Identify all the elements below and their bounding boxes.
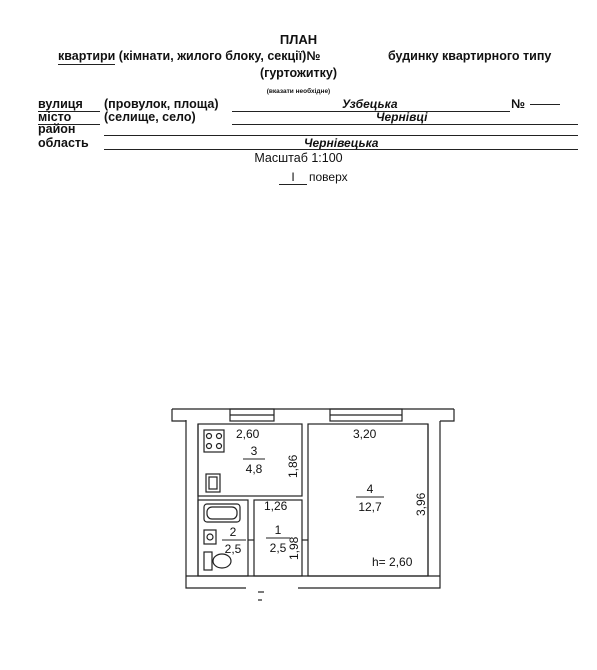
street-value: Узбецька [342,97,398,111]
ceiling-height: h= 2,60 [372,555,413,569]
hall-depth: 1,98 [287,536,301,560]
right-top-jog [440,409,454,421]
room-width: 3,20 [353,427,377,441]
note-label: (вказати необхідне) [266,88,331,95]
apartment-label: квартири (кімнати, жилого блоку, секції)№ [58,49,321,63]
region-value: Чернівецька [304,136,379,150]
scale-label: Масштаб 1:100 [254,151,343,165]
number-label: № [511,97,525,111]
bathtub-inner [207,507,237,519]
stove-icon [204,430,224,452]
room-number: 4 [366,482,374,496]
hall-area: 2,5 [269,541,287,555]
building-type-label: будинку квартирного типу [388,49,552,63]
toilet-tank-icon [204,552,212,570]
hall-number: 1 [274,523,282,537]
stove-burner-3 [207,444,212,449]
stove-burner-1 [207,434,212,439]
floor-label: поверх [309,170,348,184]
plan-title: ПЛАН [279,32,318,47]
hall-width: 1,26 [264,499,288,513]
left-top-jog [172,409,186,421]
dormitory-label: (гуртожитку) [259,66,338,80]
washbasin-bowl [207,534,213,540]
region-label: область [38,136,89,150]
room-depth: 3,96 [414,492,428,516]
city-label: місто [38,110,72,124]
stove-burner-2 [217,434,222,439]
kitchen-area: 4,8 [245,462,263,476]
bath-number: 2 [229,525,237,539]
room-area: 12,7 [358,500,382,514]
city-alt-label: (селище, село) [104,110,196,124]
bath-area: 2,5 [224,542,242,556]
stove-burner-4 [217,444,222,449]
kitchen-depth: 1,86 [286,454,300,478]
street-label: вулиця [38,97,83,111]
city-value: Чернівці [376,110,428,124]
district-label: район [38,122,76,136]
kitchen-width: 2,60 [236,427,260,441]
toilet-icon [213,554,231,568]
kitchen-sink-basin [209,477,217,489]
kitchen-number: 3 [250,444,258,458]
floor-number: I [291,170,295,184]
street-alt-label: (провулок, площа) [104,97,219,111]
washbasin-icon [204,530,216,544]
